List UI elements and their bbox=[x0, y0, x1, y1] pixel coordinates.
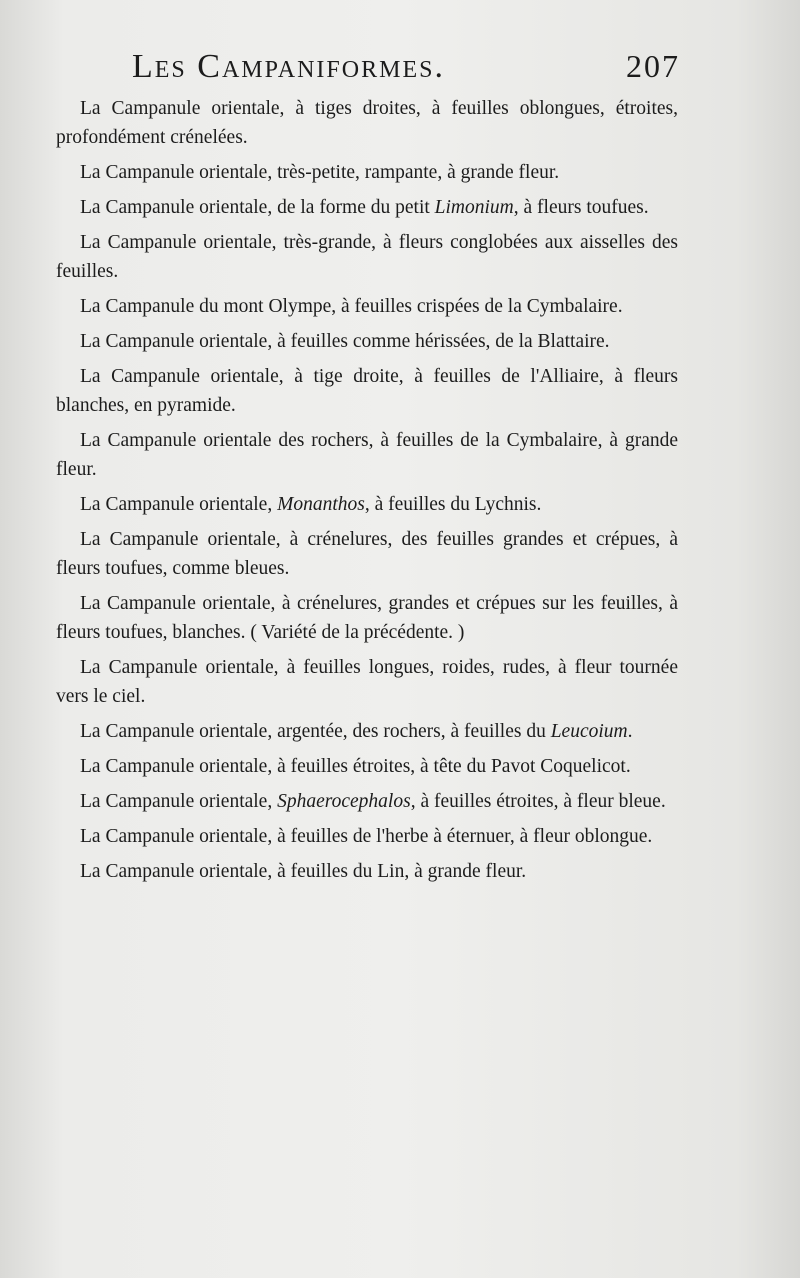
entry-13: La Campanule orientale, argentée, des rochers, à feuilles du Leucoium. bbox=[80, 721, 633, 742]
entry-14: La Campanule orientale, à feuilles étroites, à tête du Pavot Coquelicot. bbox=[80, 756, 631, 777]
entry-6: La Campanule orientale, à feuilles comme hérissées, de la Blattaire. bbox=[80, 331, 610, 352]
entry-15: La Campanule orientale, Sphaerocephalos, à feuilles étroites, à fleur bleue. bbox=[80, 791, 666, 812]
entry-12: La Campanule orientale, à feuilles longues, roides, rudes, à fleur tournée vers le ciel. bbox=[56, 657, 678, 707]
entry-list bbox=[56, 94, 678, 892]
entry-7: La Campanule orientale, à tige droite, à feuilles de l'Alliaire, à fleurs blanches, en pyramide. bbox=[56, 366, 678, 416]
entry-4: La Campanule orientale, très-grande, à fleurs conglobées aux aisselles des feuilles. bbox=[56, 232, 678, 282]
italic-name: Leucoium bbox=[550, 721, 628, 742]
italic-name: Limonium bbox=[434, 197, 514, 218]
entry-1: La Campanule orientale, à tiges droites, à feuilles oblongues, étroites, profondément crénelées. bbox=[56, 98, 678, 148]
entry-11: La Campanule orientale, à crénelures, grandes et crépues sur les feuilles, à fleurs toufues, blanches. ( Variété de la précédente. ) bbox=[56, 593, 678, 643]
entry-8: La Campanule orientale des rochers, à feuilles de la Cymbalaire, à grande fleur. bbox=[56, 430, 678, 480]
entry-16: La Campanule orientale, à feuilles de l'herbe à éternuer, à fleur oblongue. bbox=[80, 826, 653, 847]
entry-5: La Campanule du mont Olympe, à feuilles crispées de la Cymbalaire. bbox=[80, 296, 623, 317]
entry-9: La Campanule orientale, Monanthos, à feuilles du Lychnis. bbox=[80, 494, 542, 515]
entry-3: La Campanule orientale, de la forme du petit Limonium, à fleurs toufues. bbox=[80, 197, 649, 218]
entry-17: La Campanule orientale, à feuilles du Lin, à grande fleur. bbox=[80, 861, 527, 882]
italic-name: Monanthos bbox=[277, 494, 365, 515]
page-number: 207 bbox=[626, 48, 680, 84]
entry-2: La Campanule orientale, très-petite, rampante, à grande fleur. bbox=[80, 162, 560, 183]
italic-name: Sphaerocephalos bbox=[277, 791, 411, 812]
running-header bbox=[132, 48, 680, 90]
running-title: Les Campaniformes. bbox=[132, 48, 445, 85]
entry-10: La Campanule orientale, à crénelures, des feuilles grandes et crépues, à fleurs toufues, comme bleues. bbox=[56, 529, 678, 579]
